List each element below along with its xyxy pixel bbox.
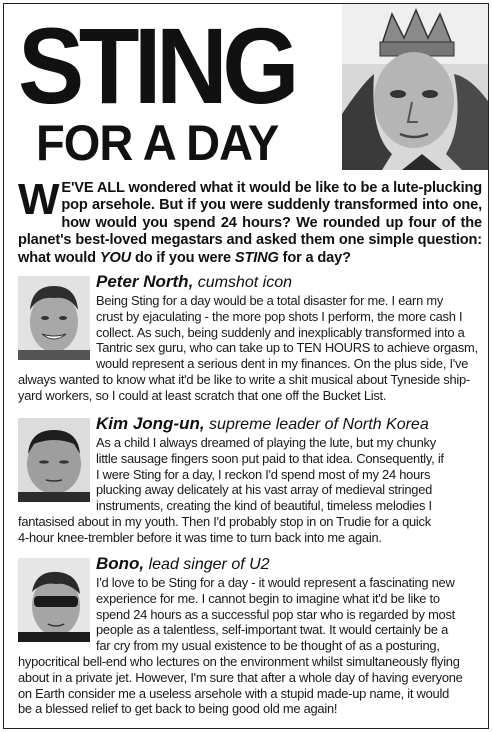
- entry-name: Kim Jong-un,: [96, 414, 205, 433]
- headline-title: STING: [18, 5, 295, 126]
- article-page: [3, 3, 489, 729]
- bono-photo: [18, 558, 90, 642]
- intro-text-middle: do if you were: [131, 249, 235, 266]
- entry-role: supreme leader of North Korea: [204, 416, 429, 433]
- intro-drop-cap: W: [18, 175, 60, 224]
- body-line: plucking away delicately at his vast array of medieval stringed: [96, 482, 433, 498]
- body-line: fantasised about in my youth. Then I'd probably stop in on Trudie for a quick: [18, 513, 431, 529]
- body-line: collect. As such, being suddenly and inexplicably transformed into a: [96, 324, 465, 340]
- intro-paragraph: [18, 175, 482, 267]
- body-line: I'd love to be Sting for a day - it would represent a fascinating new: [96, 575, 455, 590]
- headline-subtitle: FOR A DAY: [36, 115, 279, 171]
- body-line: be a blessed relief to get back to being good old me again!: [18, 701, 338, 717]
- body-line: crust by ejaculating - the more pop shots I perform, the more cash I: [96, 308, 463, 324]
- kim-jong-un-photo: [18, 418, 90, 502]
- body-line: yard workers, so I could at least scratch that one off the Bucket List.: [18, 387, 387, 403]
- entry-heading: [96, 414, 482, 434]
- intro-you: YOU: [99, 249, 132, 266]
- entry-name: Peter North,: [96, 272, 194, 291]
- body-line: about in a private jet. However, I'm sure that after a whole day of having everyone: [18, 669, 463, 685]
- body-line: little sausage fingers soon put paid to that idea. Consequently, if: [96, 450, 444, 466]
- body-line: 4-hour knee-trembler before it was time to turn back into me again.: [18, 529, 382, 545]
- entry-role: cumshot icon: [193, 274, 293, 291]
- entry-name: Bono,: [96, 554, 145, 573]
- entry-role: lead singer of U2: [144, 556, 270, 573]
- body-line: instruments, creating the kind of beautiful, timeless melodies I: [96, 498, 432, 514]
- body-line: I were Sting for a day, I reckon I'd spend most of my 24 hours: [96, 466, 431, 482]
- sting-photo: [342, 4, 489, 170]
- entry-peter-north: [18, 272, 482, 404]
- entry-bono: [18, 554, 482, 717]
- entry-heading: [96, 272, 482, 292]
- body-line: always wanted to know what it'd be like to write a shit musical about Tyneside ship-: [18, 371, 470, 387]
- intro-text-end: for a day?: [278, 249, 351, 266]
- entry-kim-jong-un: [18, 414, 482, 546]
- body-line: far cry from my usual existence to be thought of as a posturing,: [96, 638, 440, 654]
- body-line: spend 24 hours as a successful pop star who is regarded by most: [96, 606, 455, 622]
- body-line: As a child I always dreamed of playing the lute, but my chunky: [96, 435, 436, 450]
- body-line: Tantric sex guru, who can take up to TEN HOURS to achieve orgasm,: [96, 340, 478, 356]
- body-line: people as a talentless, self-important twat. It would certainly be a: [96, 622, 449, 638]
- body-line: Being Sting for a day would be a total disaster for me. I earn my: [96, 293, 444, 308]
- peter-north-photo: [18, 276, 90, 360]
- body-line: would represent a serious dent in my finances. On the plus side, I've: [96, 356, 469, 372]
- intro-text: E'VE ALL wondered what it would be like to be a lute-plucking pop arsehole. But if you were suddenly transformed into one, how would you spend 24 hours? We rounded up four of the planet's best-loved megastars and asked them one simple question: what would: [18, 180, 482, 266]
- body-line: hypocritical bell-end who lectures on the environment whilst simultaneously flying: [18, 653, 460, 669]
- body-line: on Earth consider me a useless arsehole with a stupid made-up name, it would: [18, 685, 449, 701]
- intro-sting: STING: [234, 249, 279, 266]
- entry-heading: [96, 554, 482, 574]
- body-line: experience for me. I cannot begin to imagine what it'd be like to: [96, 590, 440, 606]
